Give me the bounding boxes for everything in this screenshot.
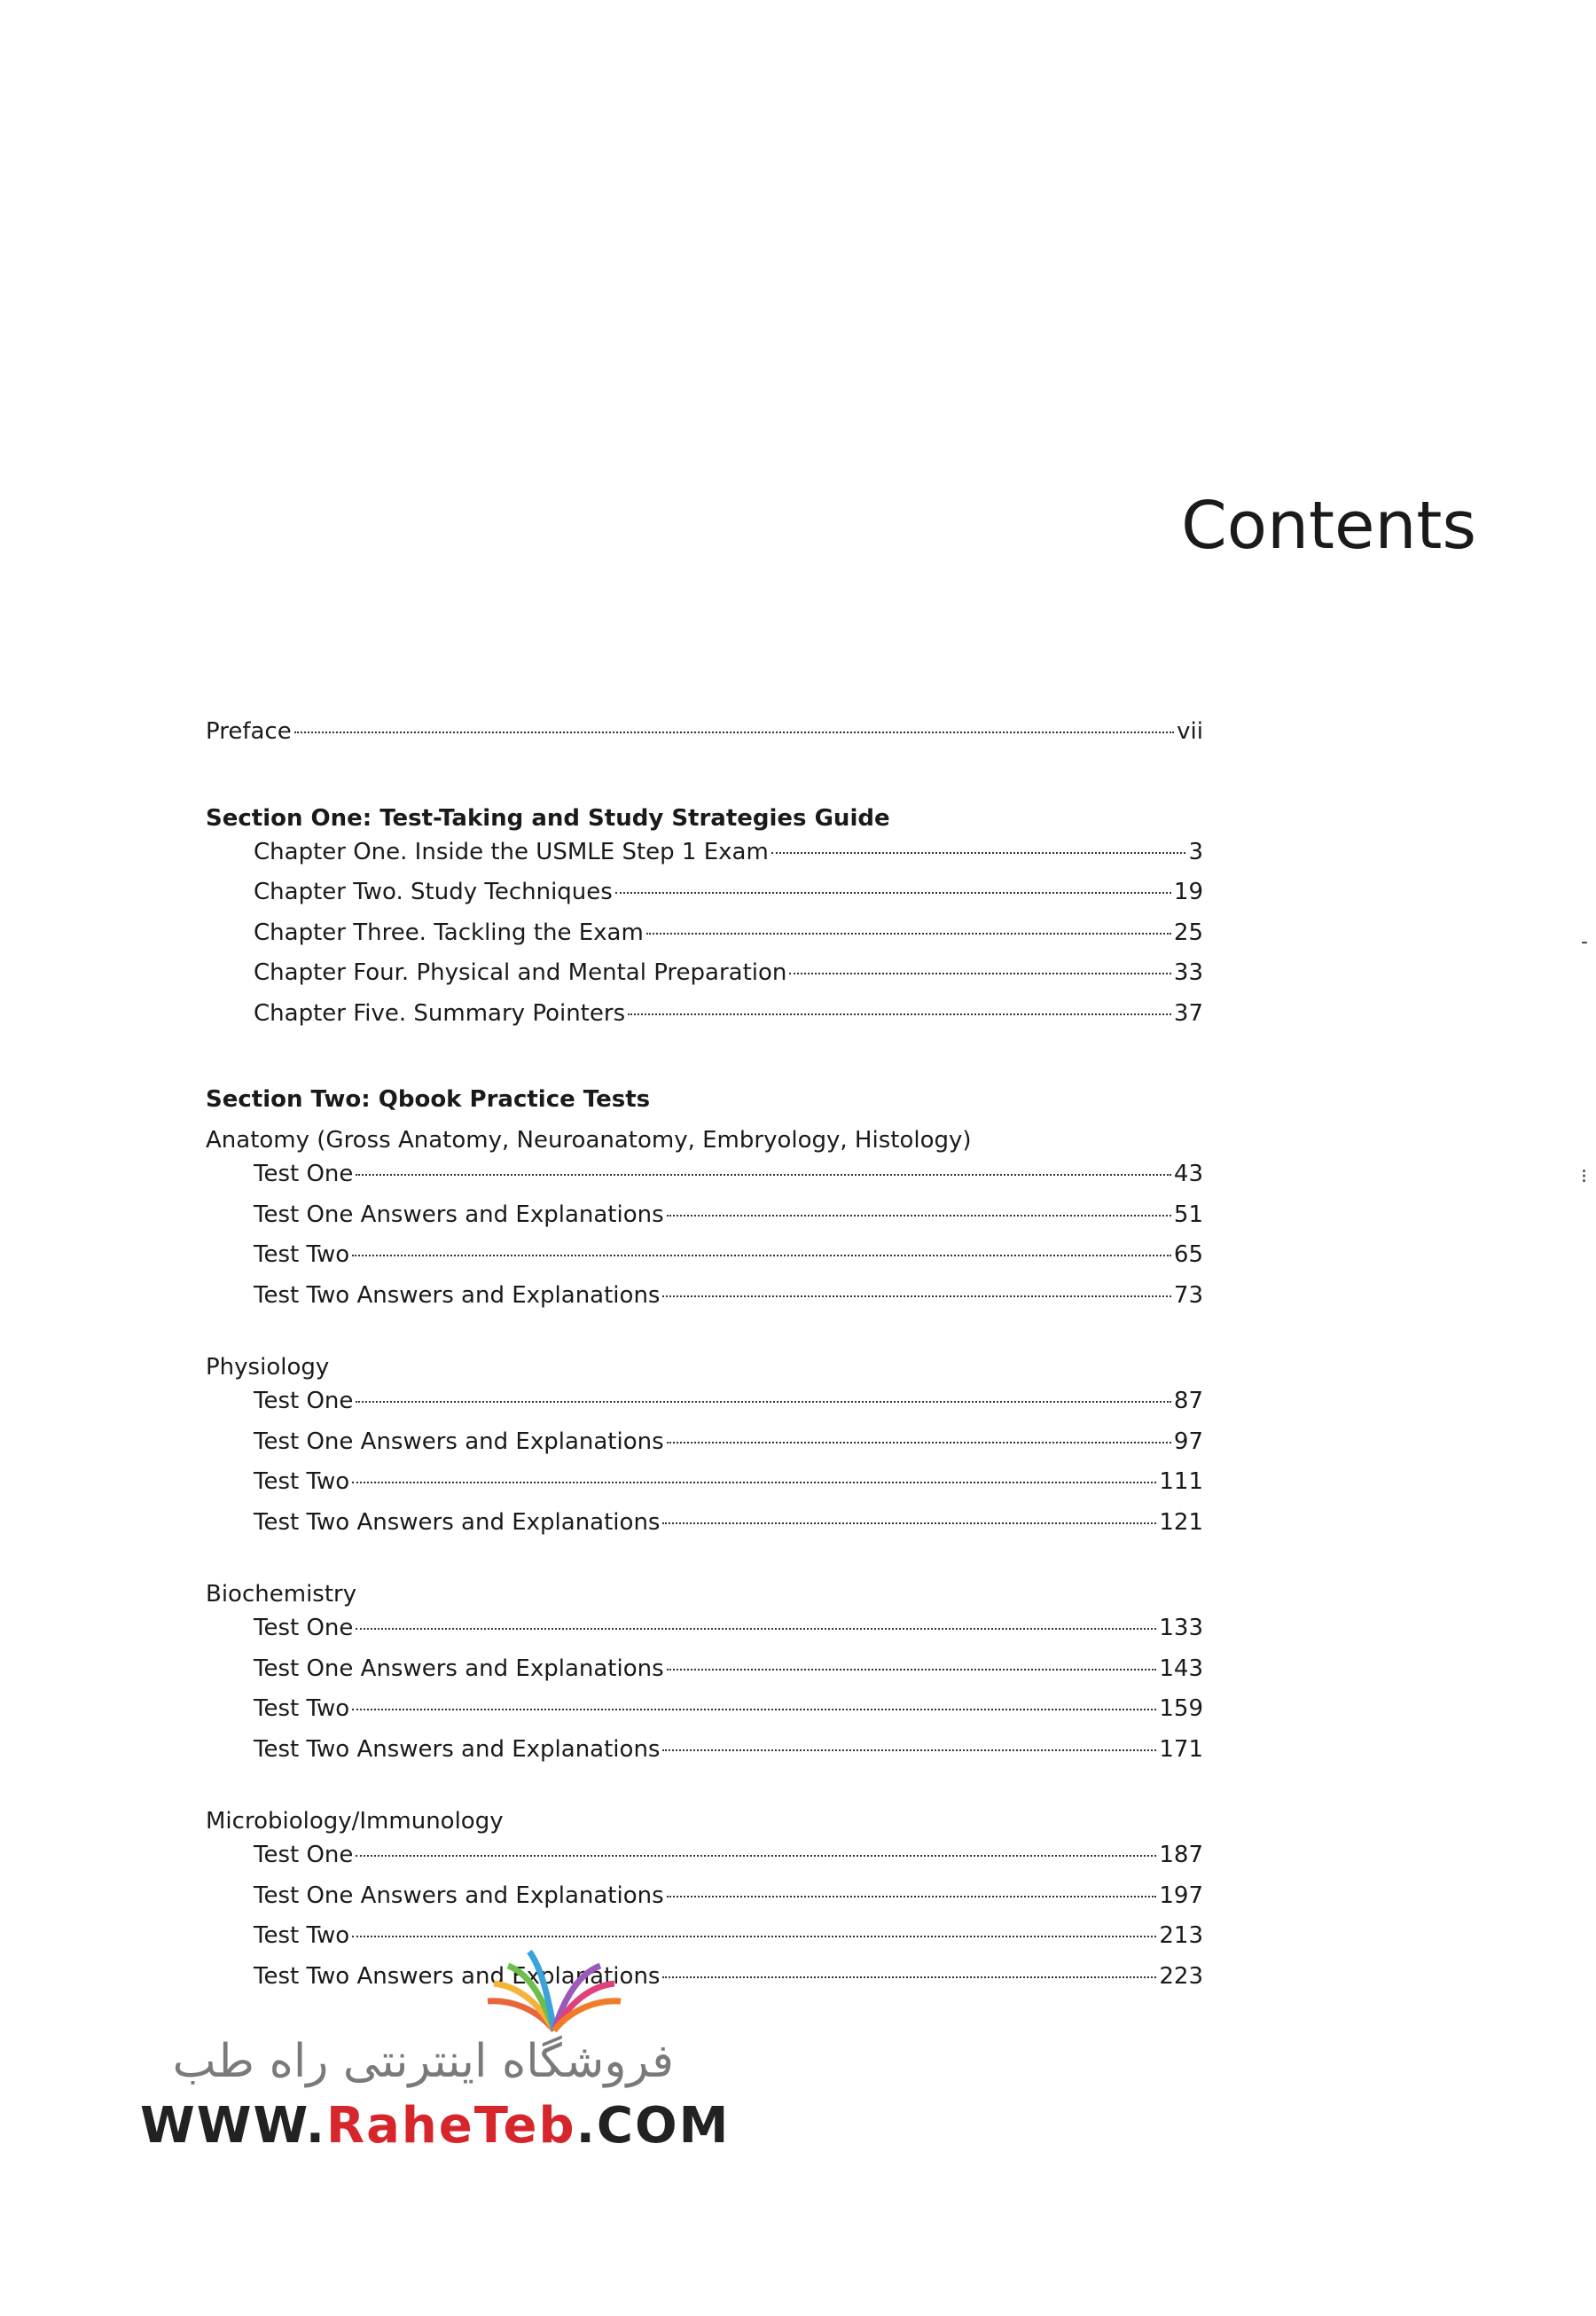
category-heading: Physiology xyxy=(206,1354,330,1381)
entry-label: Chapter One. Inside the USMLE Step 1 Exam xyxy=(254,838,769,865)
toc-entry xyxy=(206,1428,1203,1469)
entry-label: Test One xyxy=(254,1388,354,1414)
entry-label: Test One Answers and Explanations xyxy=(254,1201,664,1228)
entry-label: Chapter Five. Summary Pointers xyxy=(254,999,626,1027)
leader-dots xyxy=(294,732,1174,733)
section-heading: Section Two: Qbook Practice Tests xyxy=(206,1086,651,1113)
toc-entry xyxy=(206,1615,1203,1655)
toc-entry xyxy=(206,1161,1203,1201)
leader-dots xyxy=(662,1749,1156,1751)
leader-dots xyxy=(356,1174,1171,1176)
entry-label: Test One Answers and Explanations xyxy=(254,1655,664,1682)
leader-dots xyxy=(356,1855,1156,1857)
watermark-url xyxy=(140,2097,730,2155)
category-heading: Microbiology/Immunology xyxy=(206,1808,504,1835)
entry-page: 213 xyxy=(1159,1922,1203,1949)
entry-label: Test One xyxy=(254,1842,354,1868)
entry-label: Test One xyxy=(254,1161,354,1187)
leader-dots xyxy=(628,1013,1171,1015)
toc-entry xyxy=(206,879,1203,919)
url-suffix: .COM xyxy=(575,2097,731,2155)
toc-entry xyxy=(206,1655,1203,1696)
entry-page: 25 xyxy=(1173,919,1203,946)
leader-dots xyxy=(615,892,1171,894)
toc-entry xyxy=(206,1388,1203,1428)
watermark xyxy=(133,1946,731,2168)
leader-dots xyxy=(352,1255,1171,1256)
toc-entry xyxy=(206,1736,1203,1777)
entry-label: Test One Answers and Explanations xyxy=(254,1428,664,1455)
entry-label: Test Two Answers and Explanations xyxy=(254,1281,661,1309)
entry-label: Chapter Four. Physical and Mental Preparation xyxy=(254,959,787,986)
toc-entry xyxy=(206,959,1203,1000)
entry-page: 143 xyxy=(1159,1655,1203,1682)
entry-page: 159 xyxy=(1159,1695,1203,1722)
entry-page: 87 xyxy=(1173,1388,1203,1414)
toc-entry xyxy=(206,1509,1203,1550)
url-brand: RaheTeb xyxy=(326,2097,576,2155)
leader-dots xyxy=(771,852,1186,854)
entry-label: Test Two xyxy=(254,1241,350,1268)
entry-page: 121 xyxy=(1159,1508,1203,1536)
entry-label: Test One Answers and Explanations xyxy=(254,1882,664,1909)
entry-page: 19 xyxy=(1173,879,1203,905)
toc-entry-preface xyxy=(206,718,1203,759)
toc-entry xyxy=(206,839,1203,880)
watermark-persian-text: فروشگاه اینترنتی راه طب xyxy=(172,2035,674,2088)
leader-dots xyxy=(667,1896,1157,1897)
leader-dots xyxy=(667,1442,1171,1444)
toc-entry xyxy=(206,1695,1203,1736)
toc-entry xyxy=(206,1882,1203,1923)
entry-label: Chapter Two. Study Techniques xyxy=(254,879,613,905)
leader-dots xyxy=(662,1522,1156,1524)
entry-page: 51 xyxy=(1173,1201,1203,1228)
entry-page: 171 xyxy=(1159,1735,1203,1763)
leader-dots xyxy=(352,1936,1156,1937)
entry-label: Test Two Answers and Explanations xyxy=(254,1962,661,1990)
entry-page: 33 xyxy=(1173,959,1203,986)
entry-page: vii xyxy=(1177,718,1203,745)
entry-page: 97 xyxy=(1173,1428,1203,1455)
entry-page: 65 xyxy=(1173,1241,1203,1268)
leader-dots xyxy=(667,1669,1157,1670)
entry-page: 187 xyxy=(1159,1842,1203,1868)
entry-label: Test Two xyxy=(254,1922,350,1949)
toc-entry xyxy=(206,1241,1203,1282)
section-one-entries xyxy=(206,839,1203,1041)
url-prefix: WWW. xyxy=(140,2097,327,2155)
leader-dots xyxy=(646,933,1171,935)
entry-label: Test Two Answers and Explanations xyxy=(254,1508,661,1536)
toc-entry xyxy=(206,1201,1203,1242)
leader-dots xyxy=(667,1215,1171,1217)
page-title: Contents xyxy=(1181,487,1476,564)
entry-label: Chapter Three. Tackling the Exam xyxy=(254,919,644,946)
book-logo-icon xyxy=(483,1946,625,2044)
toc-entry xyxy=(206,919,1203,960)
entry-page: 197 xyxy=(1159,1882,1203,1909)
section-heading: Section One: Test-Taking and Study Strategies Guide xyxy=(206,804,890,832)
entry-page: 37 xyxy=(1173,999,1203,1027)
entry-label: Test Two xyxy=(254,1695,350,1722)
entry-page: 111 xyxy=(1159,1468,1203,1495)
table-of-contents xyxy=(206,718,1203,2003)
leader-dots xyxy=(352,1709,1156,1710)
entry-label: Test One xyxy=(254,1615,354,1641)
leader-dots xyxy=(662,1295,1170,1297)
toc-entry xyxy=(206,1468,1203,1509)
entry-label: Preface xyxy=(206,718,292,745)
leader-dots xyxy=(352,1482,1156,1483)
leader-dots xyxy=(356,1628,1156,1630)
scan-mark: - xyxy=(1581,931,1588,953)
toc-entry xyxy=(206,1282,1203,1323)
entry-label: Test Two xyxy=(254,1468,350,1495)
leader-dots xyxy=(789,973,1171,974)
scan-mark: ⁝ xyxy=(1581,1166,1587,1188)
entry-page: 223 xyxy=(1159,1962,1203,1990)
leader-dots xyxy=(356,1401,1171,1403)
entry-page: 73 xyxy=(1173,1281,1203,1309)
toc-entry xyxy=(206,1000,1203,1041)
entry-page: 3 xyxy=(1188,838,1203,865)
leader-dots xyxy=(662,1976,1156,1978)
toc-entry xyxy=(206,1842,1203,1882)
entry-page: 133 xyxy=(1159,1615,1203,1641)
category-heading: Anatomy (Gross Anatomy, Neuroanatomy, Embryology, Histology) xyxy=(206,1127,972,1154)
entry-page: 43 xyxy=(1173,1161,1203,1187)
category-heading: Biochemistry xyxy=(206,1581,357,1608)
entry-label: Test Two Answers and Explanations xyxy=(254,1735,661,1763)
